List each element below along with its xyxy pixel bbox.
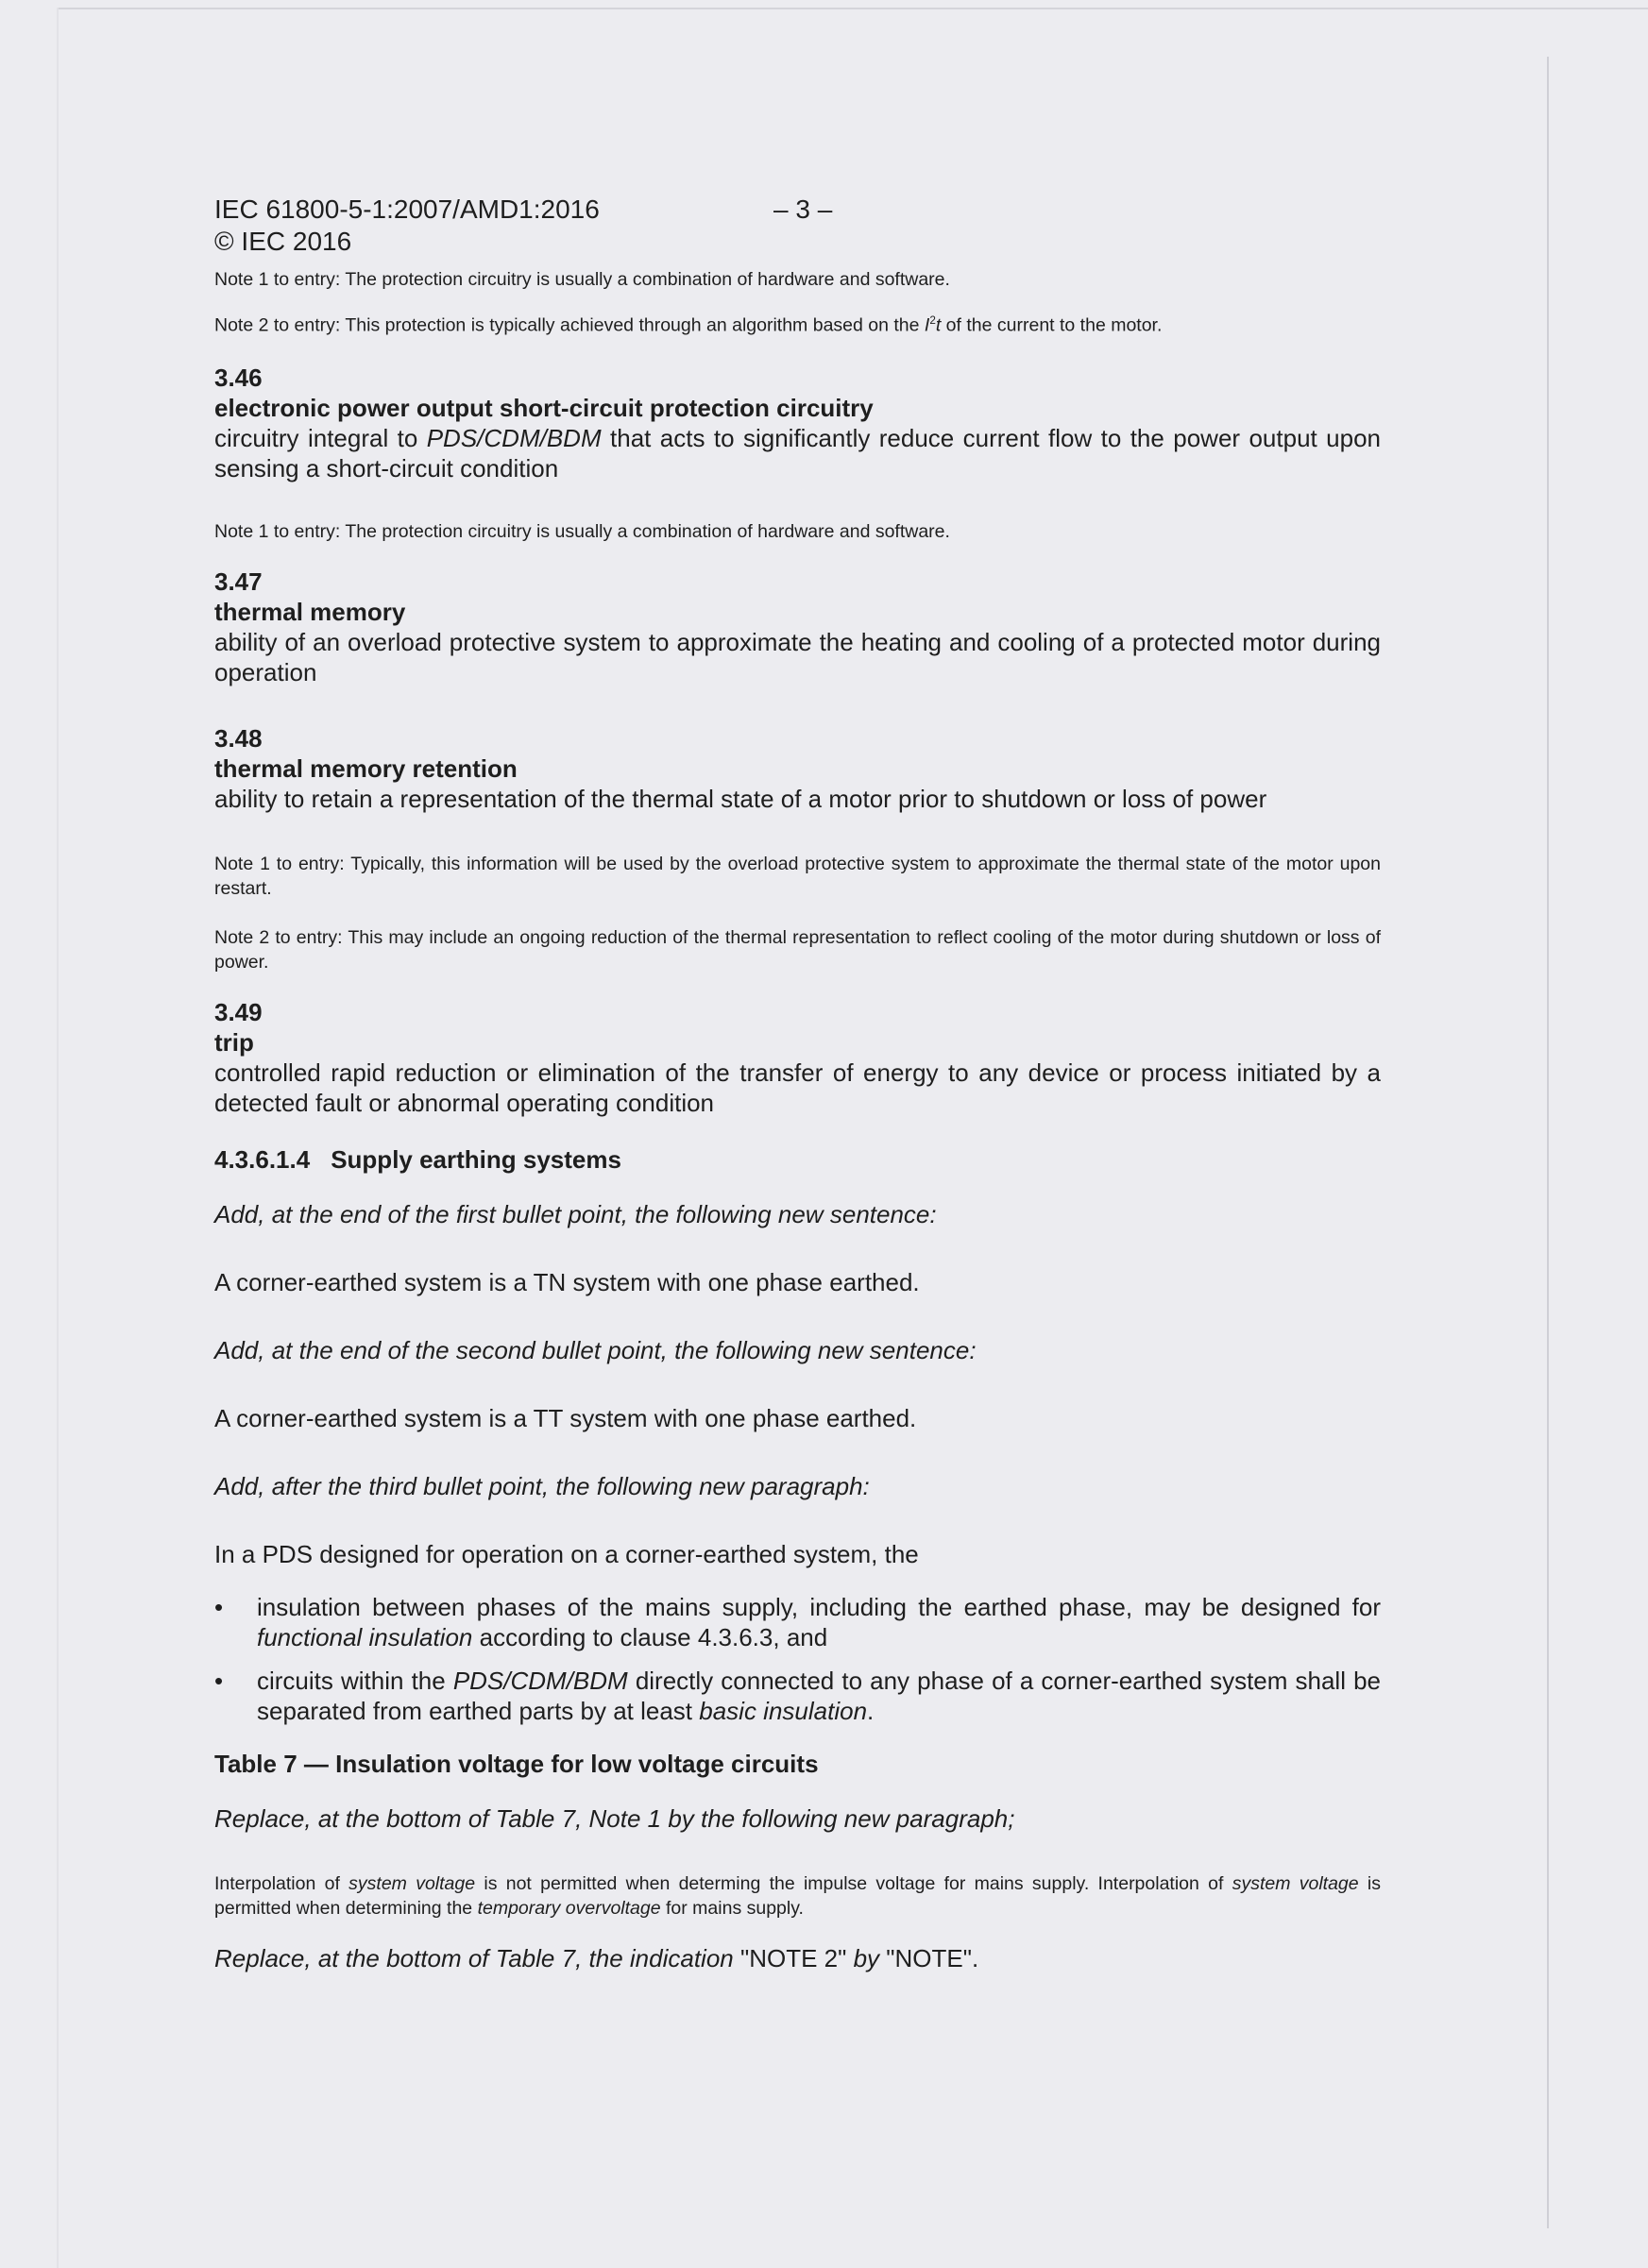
- term-347: thermal memory: [214, 597, 406, 626]
- definition-346: circuitry integral to PDS/CDM/BDM that acts to significantly reduce current flow to the power output upon sensing a short-circuit condition: [214, 423, 1381, 482]
- note-348-1: Note 1 to entry: Typically, this information will be used by the overload protective system to approximate the thermal state of the motor upon restart.: [214, 853, 1381, 899]
- bullet-icon: •: [214, 1592, 224, 1621]
- bullet-icon: •: [214, 1666, 224, 1695]
- page-edge-left: [57, 8, 59, 2268]
- instruction-1: Add, at the end of the first bullet point, the following new sentence:: [214, 1199, 937, 1228]
- table7-instruction-2: Replace, at the bottom of Table 7, the indication "NOTE 2" by "NOTE".: [214, 1943, 979, 1972]
- note-348-2: Note 2 to entry: This may include an ongoing reduction of the thermal representation to reflect cooling of the motor during shutdown or loss of power.: [214, 926, 1381, 973]
- definition-347: ability of an overload protective system to approximate the heating and cooling of a protected motor during operation: [214, 627, 1381, 686]
- instruction-2: Add, at the end of the second bullet point, the following new sentence:: [214, 1335, 977, 1364]
- scan-edge-line: [1547, 57, 1549, 2228]
- bullet-item-1: • insulation between phases of the mains supply, including the earthed phase, may be designed for functional insulation according to clause 4.3.6.3, and: [214, 1592, 1381, 1651]
- note-345-2: Note 2 to entry: This protection is typically achieved through an algorithm based on the $I^2t$ of the current to the motor.: [214, 314, 1163, 336]
- definition-348: ability to retain a representation of the thermal state of a motor prior to shutdown or loss of power: [214, 784, 1267, 813]
- definition-349: controlled rapid reduction or elimination of the transfer of energy to any device or process initiated by a detected fault or abnormal operating condition: [214, 1058, 1381, 1117]
- table7-instruction-1: Replace, at the bottom of Table 7, Note 1 by the following new paragraph;: [214, 1803, 1015, 1833]
- note-345-1: Note 1 to entry: The protection circuitry is usually a combination of hardware and software.: [214, 269, 950, 290]
- entry-number-347: 3.47: [214, 567, 263, 596]
- term-346: electronic power output short-circuit protection circuitry: [214, 393, 874, 422]
- bullet-list: [214, 1592, 1381, 1726]
- paragraph-tn: A corner-earthed system is a TN system with one phase earthed.: [214, 1267, 920, 1296]
- standard-id: IEC 61800-5-1:2007/AMD1:2016: [214, 195, 600, 224]
- table7-heading: Table 7 — Insulation voltage for low voltage circuits: [214, 1749, 819, 1778]
- instruction-3: Add, after the third bullet point, the following new paragraph:: [214, 1471, 870, 1500]
- paragraph-tt: A corner-earthed system is a TT system with one phase earthed.: [214, 1403, 917, 1432]
- note-346-1: Note 1 to entry: The protection circuitry is usually a combination of hardware and software.: [214, 520, 950, 542]
- paragraph-corner-earthed: In a PDS designed for operation on a corner-earthed system, the: [214, 1539, 919, 1568]
- clause-heading: 4.3.6.1.4 Supply earthing systems: [214, 1144, 621, 1174]
- bullet-item-2: • circuits within the PDS/CDM/BDM directly connected to any phase of a corner-earthed system shall be separated from earthed parts by at least basic insulation.: [214, 1666, 1381, 1725]
- page-header: [214, 194, 1381, 258]
- document-body: [214, 194, 1381, 1973]
- page-number: – 3 –: [773, 195, 833, 224]
- term-348: thermal memory retention: [214, 753, 518, 783]
- copyright: © IEC 2016: [214, 227, 352, 256]
- term-349: trip: [214, 1027, 254, 1057]
- entry-number-349: 3.49: [214, 997, 263, 1026]
- entry-number-346: 3.46: [214, 363, 263, 392]
- page-edge-top: [57, 8, 1648, 9]
- entry-number-348: 3.48: [214, 723, 263, 753]
- table7-interpolation-paragraph: Interpolation of system voltage is not permitted when determing the impulse voltage for mains supply. Interpolation of system voltage is permitted when determining the temporary overvoltage for mains supply.: [214, 1872, 1381, 1919]
